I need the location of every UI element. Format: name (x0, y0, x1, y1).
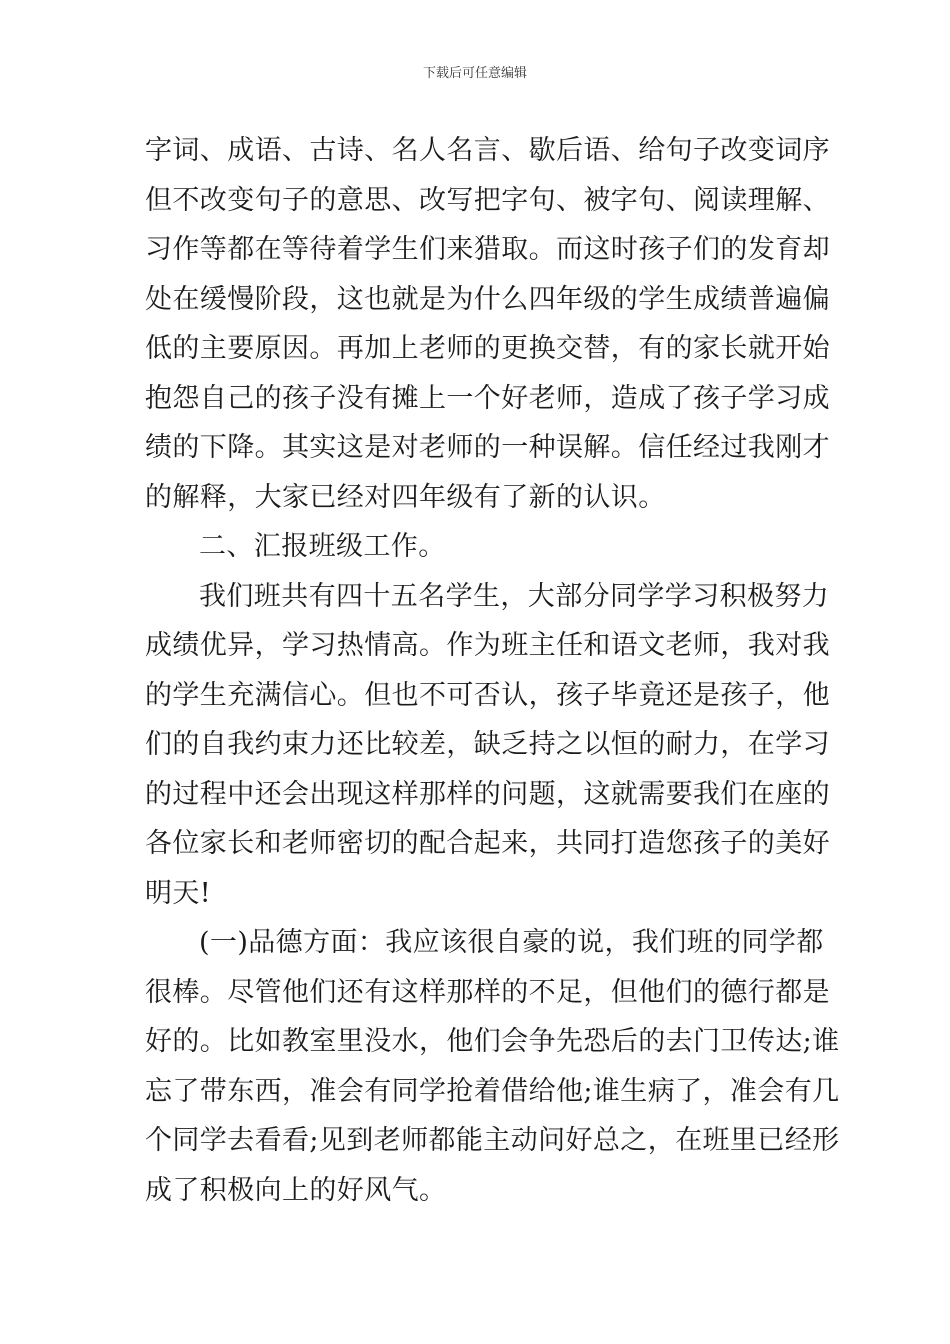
body-line: 的学生充满信心。但也不可否认，孩子毕竟还是孩子，他 (145, 679, 830, 711)
body-line: 成了积极向上的好风气。 (145, 1174, 447, 1206)
body-line: 各位家长和老师密切的配合起来，共同打造您孩子的美好 (145, 828, 830, 859)
body-line: 很棒。尽管他们还有这样那样的不足，但他们的德行都是 (145, 976, 830, 1008)
body-line: 绩的下降。其实这是对老师的一种误解。信任经过我刚才 (145, 432, 830, 463)
body-line: 的解释，大家已经对四年级有了新的认识。 (145, 481, 666, 513)
body-line: 抱怨自己的孩子没有摊上一个好老师，造成了孩子学习成 (145, 382, 830, 414)
body-line: 处在缓慢阶段，这也就是为什么四年级的学生成绩普遍偏 (145, 283, 830, 315)
body-line: 的过程中还会出现这样那样的问题，这就需要我们在座的 (145, 778, 830, 810)
document-body (145, 126, 840, 1215)
page-header: 下载后可任意编辑 (422, 66, 527, 81)
body-line: 低的主要原因。再加上老师的更换交替，有的家长就开始 (145, 333, 830, 364)
body-line: 明天! (145, 877, 212, 909)
body-line: 忘了带东西，准会有同学抢着借给他;谁生病了，准会有几 (145, 1075, 840, 1107)
body-line: 字词、成语、古诗、名人名言、歇后语、给句子改变词序 (145, 135, 830, 166)
body-line: 好的。比如教室里没水，他们会争先恐后的去门卫传达;谁 (145, 1026, 840, 1057)
body-line: 个同学去看看;见到老师都能主动问好总之，在班里已经形 (145, 1125, 840, 1156)
body-line: 我们班共有四十五名学生，大部分同学学习积极努力 (199, 580, 830, 612)
section-heading: 二、汇报班级工作。 (199, 531, 446, 562)
body-line: 但不改变句子的意思、改写把字句、被字句、阅读理解、 (145, 184, 830, 216)
subsection-heading: (一)品德方面：我应该很自豪的说，我们班的同学都 (199, 927, 824, 958)
body-line: 们的自我约束力还比较差，缺乏持之以恒的耐力，在学习 (145, 729, 830, 760)
body-line: 成绩优异，学习热情高。作为班主任和语文老师，我对我 (145, 630, 830, 661)
body-line: 习作等都在等待着学生们来猎取。而这时孩子们的发育却 (145, 234, 830, 265)
